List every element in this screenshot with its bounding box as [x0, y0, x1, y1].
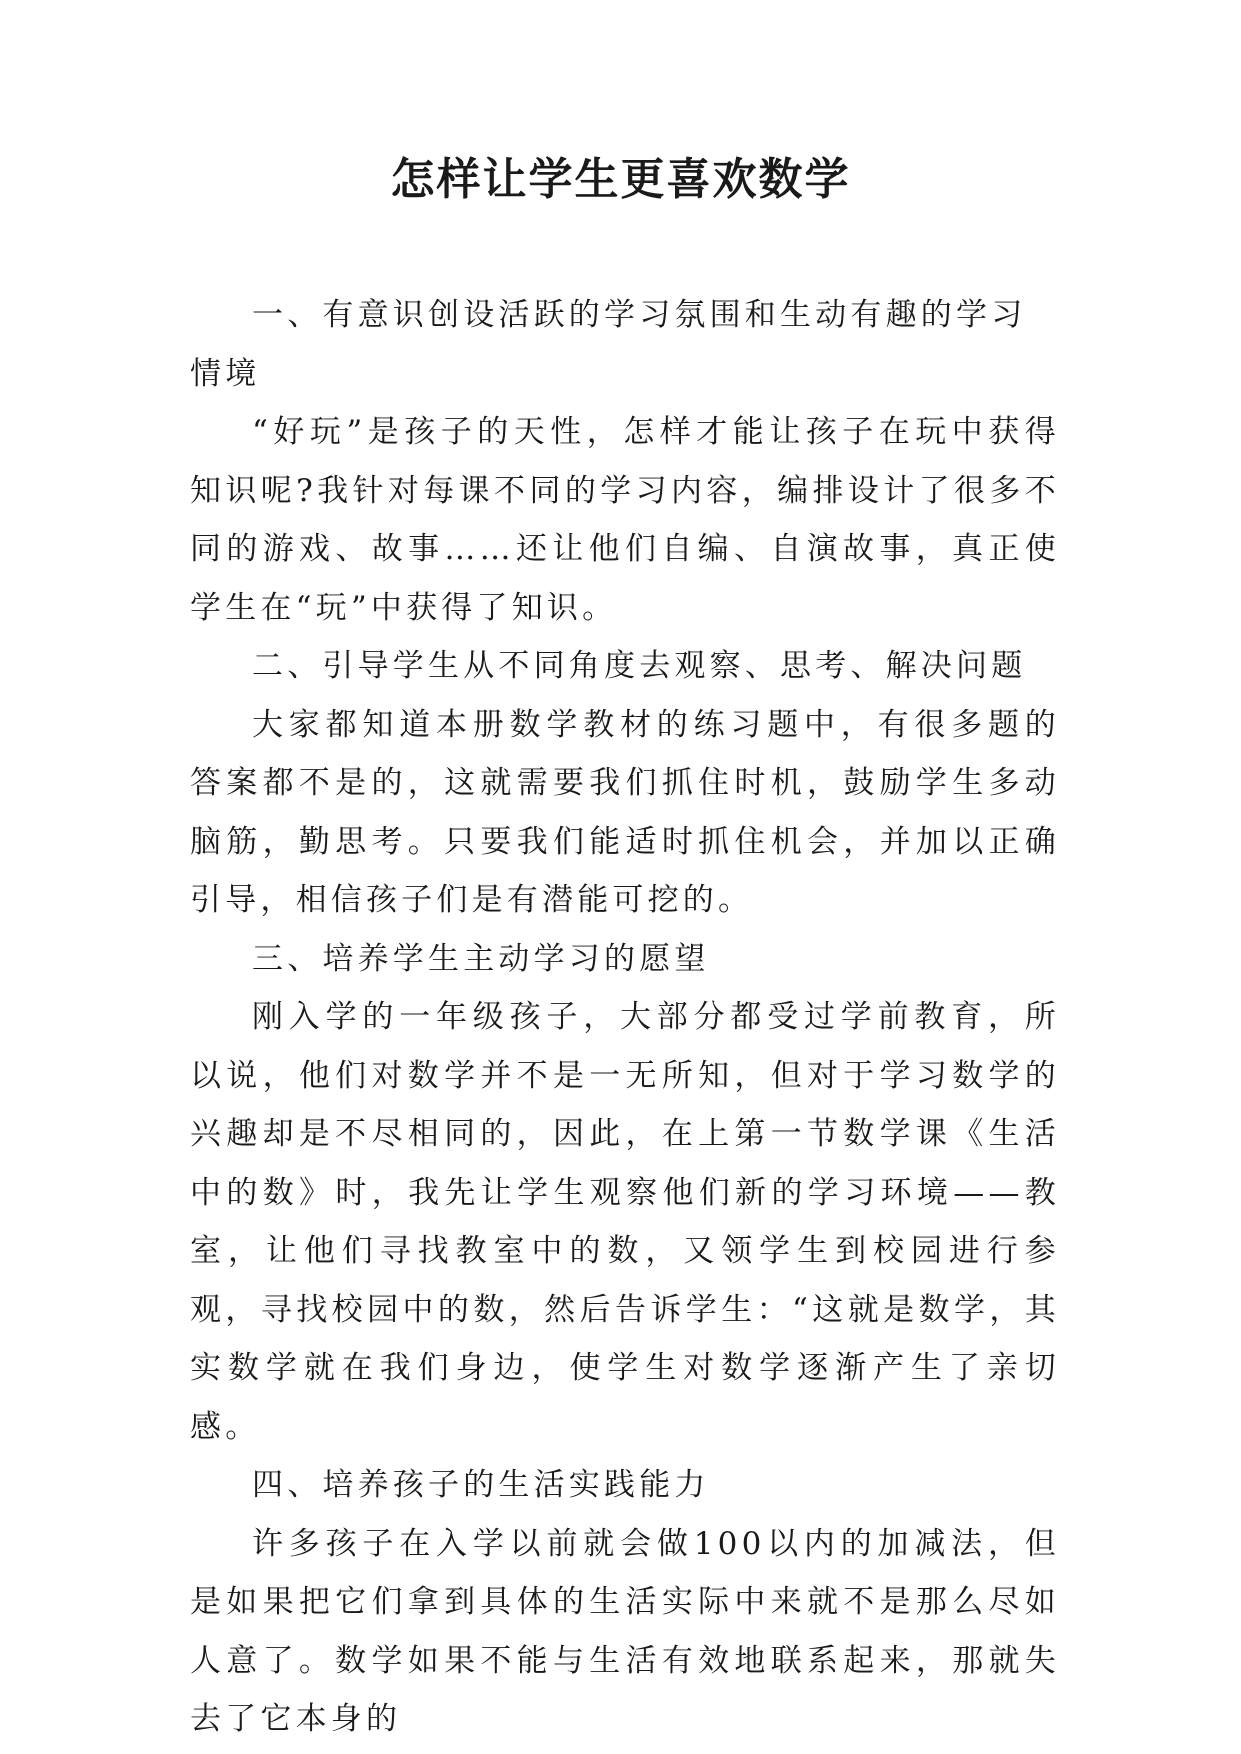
- section-paragraph-3: 刚入学的一年级孩子，大部分都受过学前教育，所以说，他们对数学并不是一无所知，但对于学习数学的兴趣却是不尽相同的，因此，在上第一节数学课《生活中的数》时，我先让学生观察他们新的学习环境——教室，让他们寻找教室中的数，又领学生到校园进行参观，寻找校园中的数，然后告诉学生：“这就是数学，其实数学就在我们身边，使学生对数学逐渐产生了亲切感。: [190, 999, 1060, 1445]
- section-paragraph-1: “好玩”是孩子的天性，怎样才能让孩子在玩中获得知识呢?我针对每课不同的学习内容，编排设计了很多不同的游戏、故事……还让他们自编、自演故事，真正使学生在“玩”中获得了知识。: [190, 414, 1060, 626]
- section-paragraph-4: 许多孩子在入学以前就会做100以内的加减法，但是如果把它们拿到具体的生活实际中来就不是那么尽如人意了。数学如果不能与生活有效地联系起来，那就失去了它本身的: [190, 1525, 1060, 1737]
- section-heading-1: 一、有意识创设活跃的学习氛围和生动有趣的学习情境: [190, 297, 1027, 392]
- section-heading-4: 四、培养孩子的生活实践能力: [252, 1467, 710, 1503]
- document-title: 怎样让学生更喜欢数学: [390, 154, 851, 205]
- document-body: [190, 286, 1060, 1749]
- section-heading-3: 三、培养学生主动学习的愿望: [252, 940, 710, 977]
- section-paragraph-2: 大家都知道本册数学教材的练习题中，有很多题的答案都不是的，这就需要我们抓住时机，鼓励学生多动脑筋，勤思考。只要我们能适时抓住机会，并加以正确引导，相信孩子们是有潜能可挖的。: [190, 706, 1060, 918]
- section-heading-2: 二、引导学生从不同角度去观察、思考、解决问题: [252, 648, 1027, 684]
